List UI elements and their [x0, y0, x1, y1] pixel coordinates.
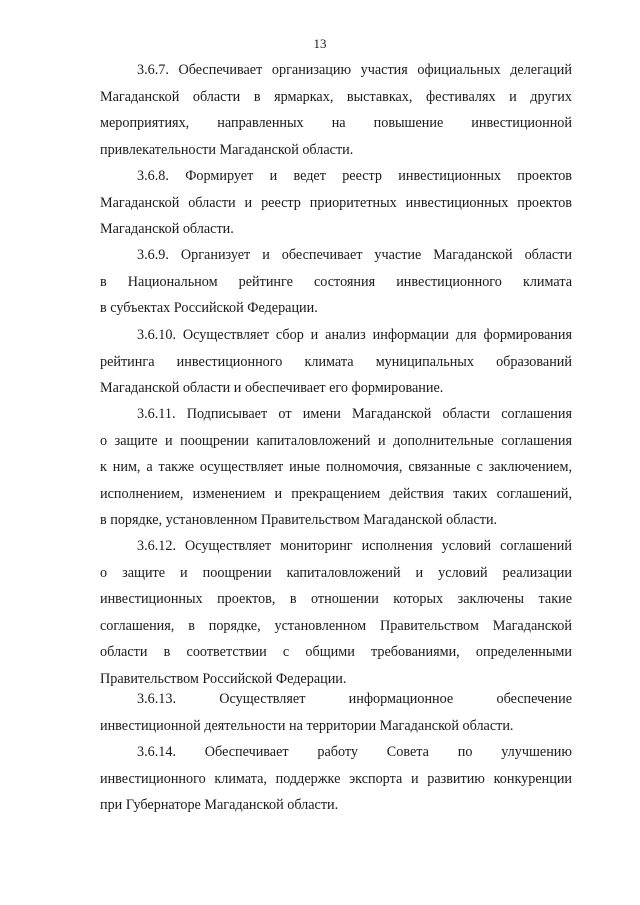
paragraph-line: инвестиционных проектов, в отношении которых заключены такие — [100, 591, 572, 607]
paragraph-line: мероприятиях, направленных на повышение инвестиционной — [100, 115, 572, 131]
paragraph-line: при Губернаторе Магаданской области. — [100, 797, 339, 813]
paragraph-line: в Национальном рейтинге состояния инвестиционного климата — [100, 273, 572, 290]
paragraph-line: в порядке, установленном Правительством Магаданской области. — [100, 512, 498, 528]
paragraph-line: в субъектах Российской Федерации. — [100, 300, 318, 316]
paragraph-line: о защите и поощрении капиталовложений и условий реализации — [100, 564, 572, 581]
paragraph-line: 3.6.12. Осуществляет мониторинг исполнения условий соглашений — [137, 538, 572, 554]
paragraph-line: 3.6.13. Осуществляет информационное обеспечение — [137, 691, 572, 707]
paragraph-line: Магаданской области и реестр приоритетных инвестиционных проектов — [100, 194, 572, 211]
paragraph-line: инвестиционного климата, поддержке экспорта и развитию конкуренции — [100, 770, 572, 787]
paragraph-line: Магаданской области и обеспечивает его формирование. — [100, 380, 444, 396]
page-number: 13 — [313, 36, 327, 51]
paragraph-line: 3.6.8. Формирует и ведет реестр инвестиционных проектов — [137, 168, 572, 184]
paragraph-line: 3.6.14. Обеспечивает работу Совета по улучшению — [137, 744, 572, 760]
paragraph-line: Правительством Российской Федерации. — [100, 670, 347, 687]
paragraph-line: области в соответствии с общими требованиями, определенными — [100, 644, 572, 660]
paragraph-line: Магаданской области. — [100, 221, 234, 237]
paragraph-line: 3.6.10. Осуществляет сбор и анализ информации для формирования — [137, 327, 572, 343]
paragraph-line: к ним, а также осуществляет иные полномочия, связанные с заключением, — [100, 459, 572, 475]
paragraph-line: соглашения, в порядке, установленном Правительством Магаданской — [100, 617, 572, 634]
paragraph-line: 3.6.7. Обеспечивает организацию участия официальных делегаций — [137, 62, 572, 78]
paragraph-line: инвестиционной деятельности на территории Магаданской области. — [100, 717, 514, 734]
paragraph-line: Магаданской области в ярмарках, выставках, фестивалях и других — [100, 88, 572, 105]
paragraph-line: 3.6.11. Подписывает от имени Магаданской области соглашения — [137, 406, 572, 422]
paragraph-line: рейтинга инвестиционного климата муниципальных образований — [100, 353, 572, 370]
paragraph-line: 3.6.9. Организует и обеспечивает участие Магаданской области — [137, 247, 572, 263]
paragraph-line: о защите и поощрении капиталовложений и дополнительные соглашения — [100, 432, 572, 449]
paragraph-line: исполнением, изменением и прекращением действия таких соглашений, — [100, 485, 572, 502]
paragraph-line: привлекательности Магаданской области. — [100, 141, 354, 158]
